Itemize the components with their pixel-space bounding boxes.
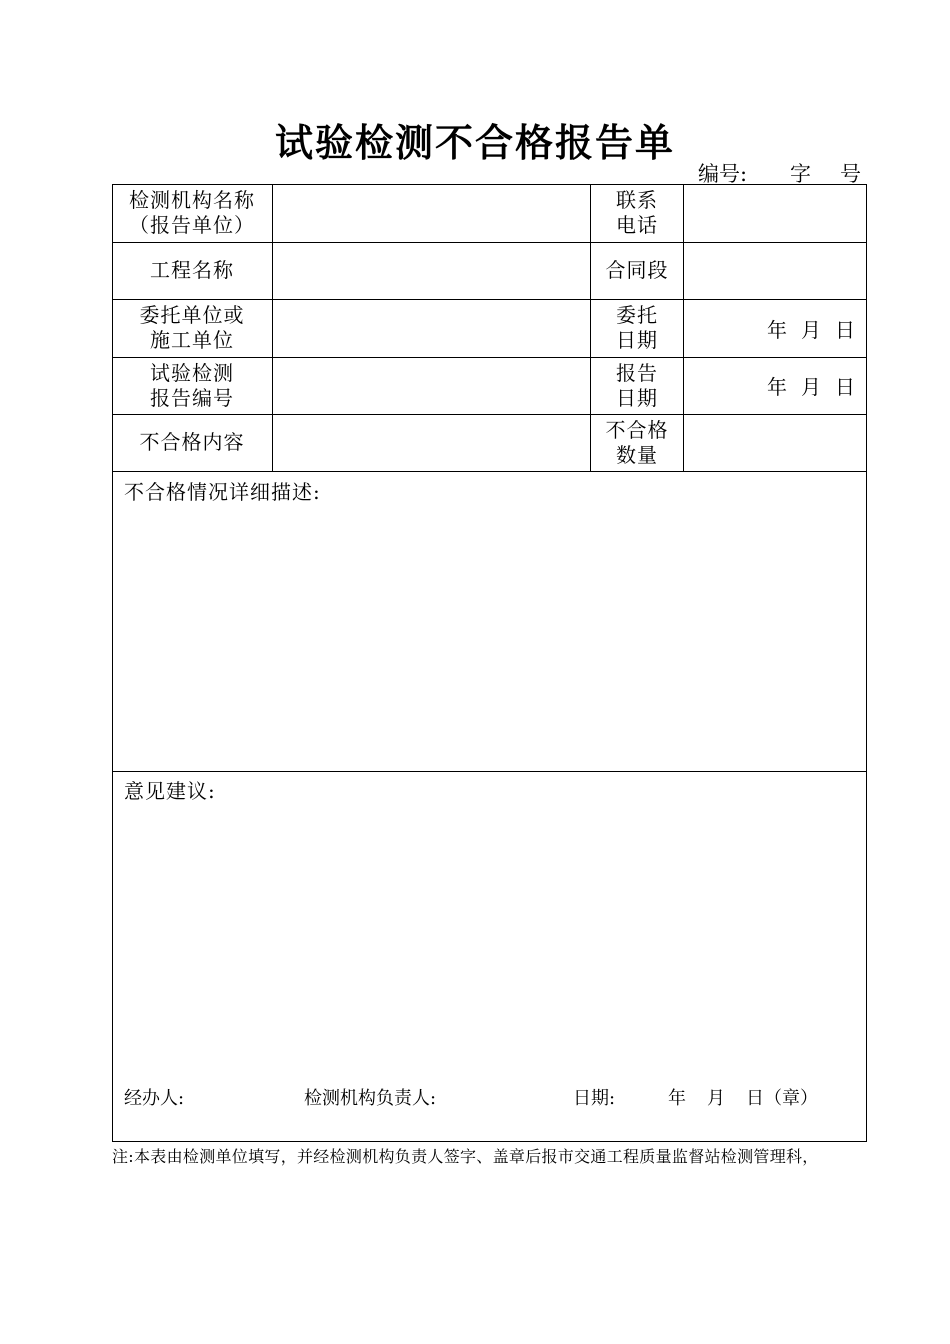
phone-value-field[interactable] [684,184,867,242]
sign-date-day-seal: 日（章） [746,1088,818,1109]
cell-text: 日期 [616,385,658,410]
label-cell-nonconforming-quantity [591,414,683,471]
label-cell-client [112,299,272,357]
label-cell-entrust-date [591,299,683,357]
cell-text: 试验检测 [150,360,234,385]
cell-text: 委托单位或 [139,303,245,327]
report-date-field[interactable] [684,357,867,414]
cell-text: 不合格内容 [139,430,245,454]
cell-text: 联系 [616,188,658,212]
doc-number-label: 编号: [698,162,748,186]
cell-text: 日期 [616,328,658,352]
cell-text: 检测机构名称 [129,188,255,212]
description-label: 不合格情况详细描述: [124,480,321,504]
cell-text: 电话 [616,213,658,237]
report-number-value-field[interactable] [273,357,590,414]
label-cell-contract-section [591,242,683,299]
row-divider [112,471,867,472]
section-divider [112,771,867,772]
sign-date-label: 日期: [573,1088,616,1109]
label-cell-project [112,242,272,299]
label-cell-report-number [112,357,272,414]
contract-section-value-field[interactable] [684,242,867,299]
handler-label: 经办人: [124,1088,185,1109]
cell-text: 工程名称 [150,258,234,282]
opinion-label: 意见建议: [124,779,216,803]
date-day: 日 [835,375,855,399]
cell-text: 施工单位 [150,328,234,352]
sign-date-month: 月 [707,1088,725,1109]
form-title: 试验检测不合格报告单 [274,120,675,165]
institution-value-field[interactable] [273,184,590,242]
client-value-field[interactable] [273,299,590,357]
label-cell-phone [591,184,683,242]
label-cell-report-date [591,357,683,414]
cell-text: 委托 [616,303,658,327]
project-value-field[interactable] [273,242,590,299]
date-year: 年 [767,317,787,342]
date-day: 日 [835,317,855,342]
cell-text: 报告编号 [150,385,234,410]
date-month: 月 [801,317,821,342]
entrust-date-field[interactable] [684,299,867,357]
label-cell-institution [112,184,272,242]
nonconforming-quantity-value-field[interactable] [684,414,867,471]
sign-date-year: 年 [668,1088,686,1109]
responsible-person-label: 检测机构负责人: [304,1088,437,1109]
description-text-area[interactable] [113,506,866,770]
cell-text: 不合格 [605,417,669,442]
cell-text: 报告 [616,360,658,385]
cell-text: 合同段 [605,258,669,282]
cell-text: （报告单位） [129,213,255,237]
footnote: 注:本表由检测单位填写，并经检测机构负责人签字、盖章后报市交通工程质量监督站检测管理科， [112,1147,819,1166]
date-month: 月 [801,375,821,399]
date-year: 年 [767,375,787,399]
doc-number-char: 字 [790,162,811,186]
cell-text: 数量 [616,442,658,467]
label-cell-nonconforming-content [112,414,272,471]
nonconforming-content-value-field[interactable] [273,414,590,471]
opinion-text-area[interactable] [113,805,866,1075]
doc-number-num: 号 [840,162,861,186]
